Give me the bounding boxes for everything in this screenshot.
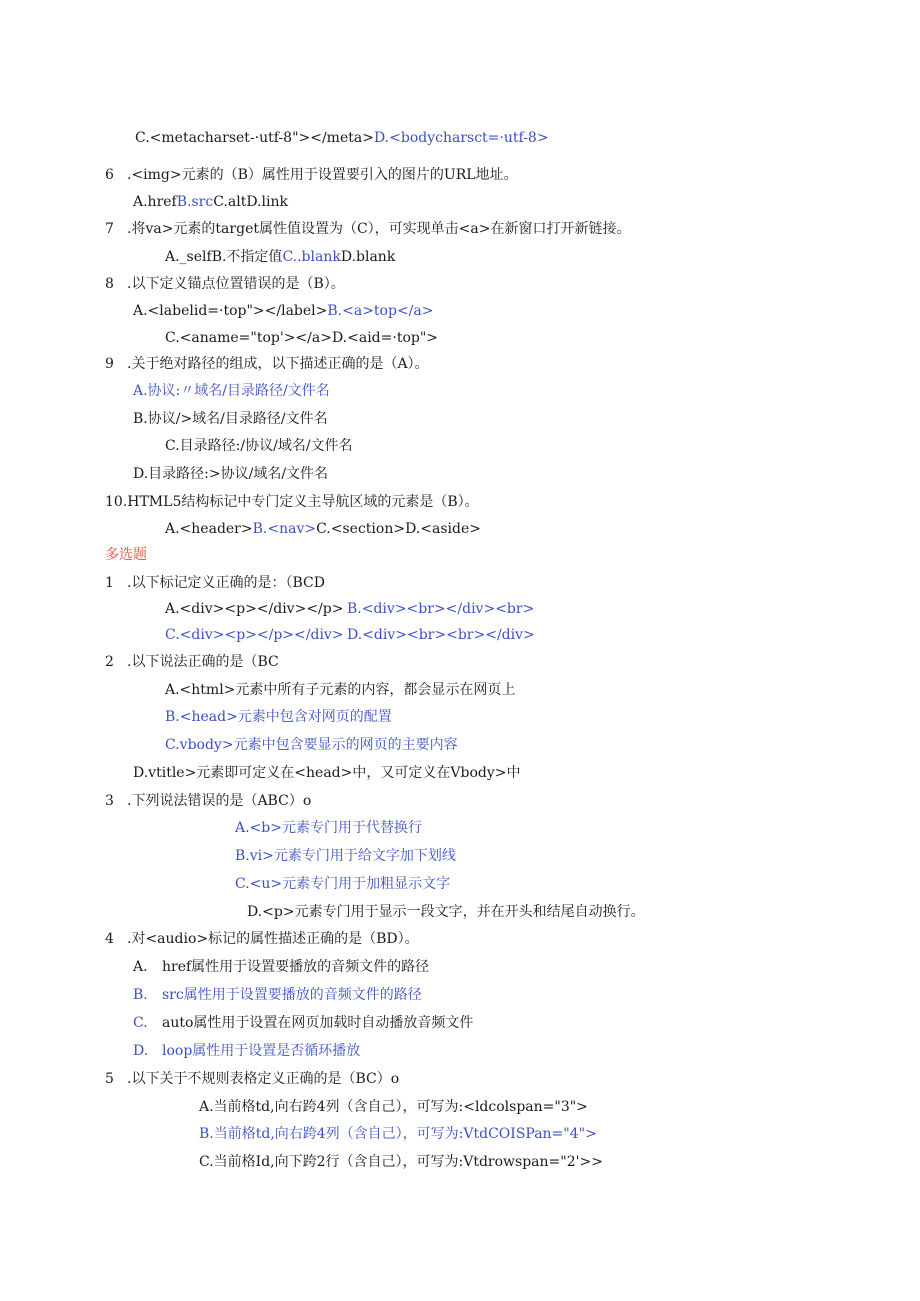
- question-number: 8: [105, 276, 114, 292]
- option-c: auto属性用于设置在网页加载时自动播放音频文件: [162, 1015, 474, 1031]
- option-text: A.href: [133, 194, 177, 210]
- option-d-label: D.: [133, 1043, 149, 1059]
- question-text: .对<audio>标记的属性描述正确的是（BD）。: [127, 931, 419, 947]
- question-number: 3: [105, 793, 114, 809]
- question-text: .以下定义锚点位置错误的是（B）。: [127, 276, 345, 292]
- question-10: 10.HTML5结构标记中专门定义主导航区域的元素是（B）。: [105, 494, 479, 510]
- option-a-label: A.: [133, 959, 148, 975]
- option-text: C.<aname="top'><∕a>D.<aid=·top">: [165, 330, 439, 346]
- question-text: .<img>元素的（B）属性用于设置要引入的图片的URL地址。: [127, 167, 518, 183]
- option-b: B.协议/>域名/目录路径/文件名: [133, 411, 328, 427]
- option-a-correct: A.协议:〃域名/目录路径/文件名: [133, 383, 330, 399]
- option-text: C.<section>D.<aside>: [316, 521, 481, 537]
- option-d-correct: loop属性用于设置是否循环播放: [162, 1043, 361, 1059]
- option-line: [165, 248, 395, 266]
- option-text-correct: D.<bodycharsct=·utf-8>: [373, 130, 549, 146]
- option-text: A._selfB.不指定值: [165, 249, 283, 265]
- option-c-label: C.: [133, 1015, 148, 1031]
- question-text: .关于绝对路径的组成，以下描述正确的是（A）。: [127, 356, 429, 372]
- option-b-label: B.: [133, 987, 148, 1003]
- question-number: 1: [105, 575, 114, 591]
- option-line: [133, 302, 433, 320]
- multi-question-1: [105, 574, 325, 592]
- option-text-correct: B.<nav>: [252, 521, 317, 537]
- option-line: [165, 520, 481, 538]
- option-d: D.<p>元素专门用于显示一段文字，并在开头和结尾自动换行。: [247, 904, 645, 920]
- option-text-correct: B.src: [176, 194, 214, 210]
- multi-question-5: [105, 1070, 399, 1088]
- option-b-correct: src属性用于设置要播放的音频文件的路径: [162, 987, 422, 1003]
- multi-question-3: [105, 792, 311, 810]
- option-text: D.blank: [340, 249, 396, 265]
- option-c-correct: C.<u>元素专门用于加粗显示文字: [235, 876, 451, 892]
- option-d: D.vtitle>元素即可定义在<head>中，又可定义在Vbody>中: [133, 765, 521, 781]
- option-line: [135, 129, 549, 147]
- option-text: C.<metacharset-·utf-8"><∕meta>: [135, 130, 374, 146]
- question-number: 2: [105, 654, 114, 670]
- option-d: D.目录路径:>协议/域名/文件名: [133, 466, 329, 482]
- question-text: .以下说法正确的是（BC: [127, 654, 279, 670]
- option-a: A.当前格td,向右跨4列（含自己），可写为:<ldcolspan="3">: [199, 1099, 588, 1115]
- option-line: [133, 193, 288, 211]
- question-7: [105, 220, 631, 238]
- option-text: A.<header>: [165, 521, 253, 537]
- question-text: .将va>元素的target属性值设置为（C），可实现单击<a>在新窗口打开新链接。: [127, 221, 631, 237]
- question-number: 6: [105, 167, 114, 183]
- question-8: [105, 275, 345, 293]
- question-number: 4: [105, 931, 114, 947]
- option-c: C.目录路径:/协议/域名/文件名: [165, 438, 353, 454]
- option-c-correct: C.vbody>元素中包含要显示的网页的主要内容: [165, 737, 458, 753]
- option-a: A.<div><p><∕div><∕p>: [165, 601, 344, 617]
- option-text: A.<labelid=·top"><∕label>: [133, 303, 328, 319]
- question-9: [105, 355, 429, 373]
- multi-question-4: [105, 930, 419, 948]
- option-b-correct: B.当前格td,向右跨4列（含自己），可写为:VtdCOISPan="4">: [199, 1126, 597, 1142]
- question-number: 5: [105, 1071, 114, 1087]
- option-c: C.当前格Id,向下跨2行（含自己），可写为:Vtdrowspan="2'>>: [199, 1154, 603, 1170]
- question-text: .以下关于不规则表格定义正确的是（BC）o: [127, 1071, 400, 1087]
- option-a-correct: A.<b>元素专门用于代替换行: [235, 820, 422, 836]
- option-c-correct: C.<div><p><∕p><∕div>: [165, 627, 344, 643]
- option-text: C.altD.link: [213, 194, 288, 210]
- question-number: 9: [105, 356, 114, 372]
- option-a: A.<html>元素中所有子元素的内容，都会显示在网页上: [165, 682, 516, 698]
- option-line: [165, 329, 438, 347]
- question-text: .下列说法错误的是（ABC）o: [127, 793, 312, 809]
- question-6: [105, 166, 518, 184]
- option-d-correct: D.<div><br><br><∕div>: [347, 627, 535, 643]
- option-b-correct: B.<head>元素中包含对网页的配置: [165, 709, 392, 725]
- multi-question-2: [105, 653, 279, 671]
- option-a: href属性用于设置要播放的音频文件的路径: [162, 959, 430, 975]
- option-text-correct: B.<a>top<∕a>: [327, 303, 434, 319]
- option-text-correct: C..blank: [282, 249, 341, 265]
- option-b-correct: B.vi>元素专门用于给文字加下划线: [235, 848, 456, 864]
- option-b-correct: B.<div><br><∕div><br>: [347, 601, 535, 617]
- question-text: .以下标记定义正确的是：（BCD: [127, 575, 325, 591]
- question-number: 7: [105, 221, 114, 237]
- section-heading: 多选题: [105, 547, 147, 563]
